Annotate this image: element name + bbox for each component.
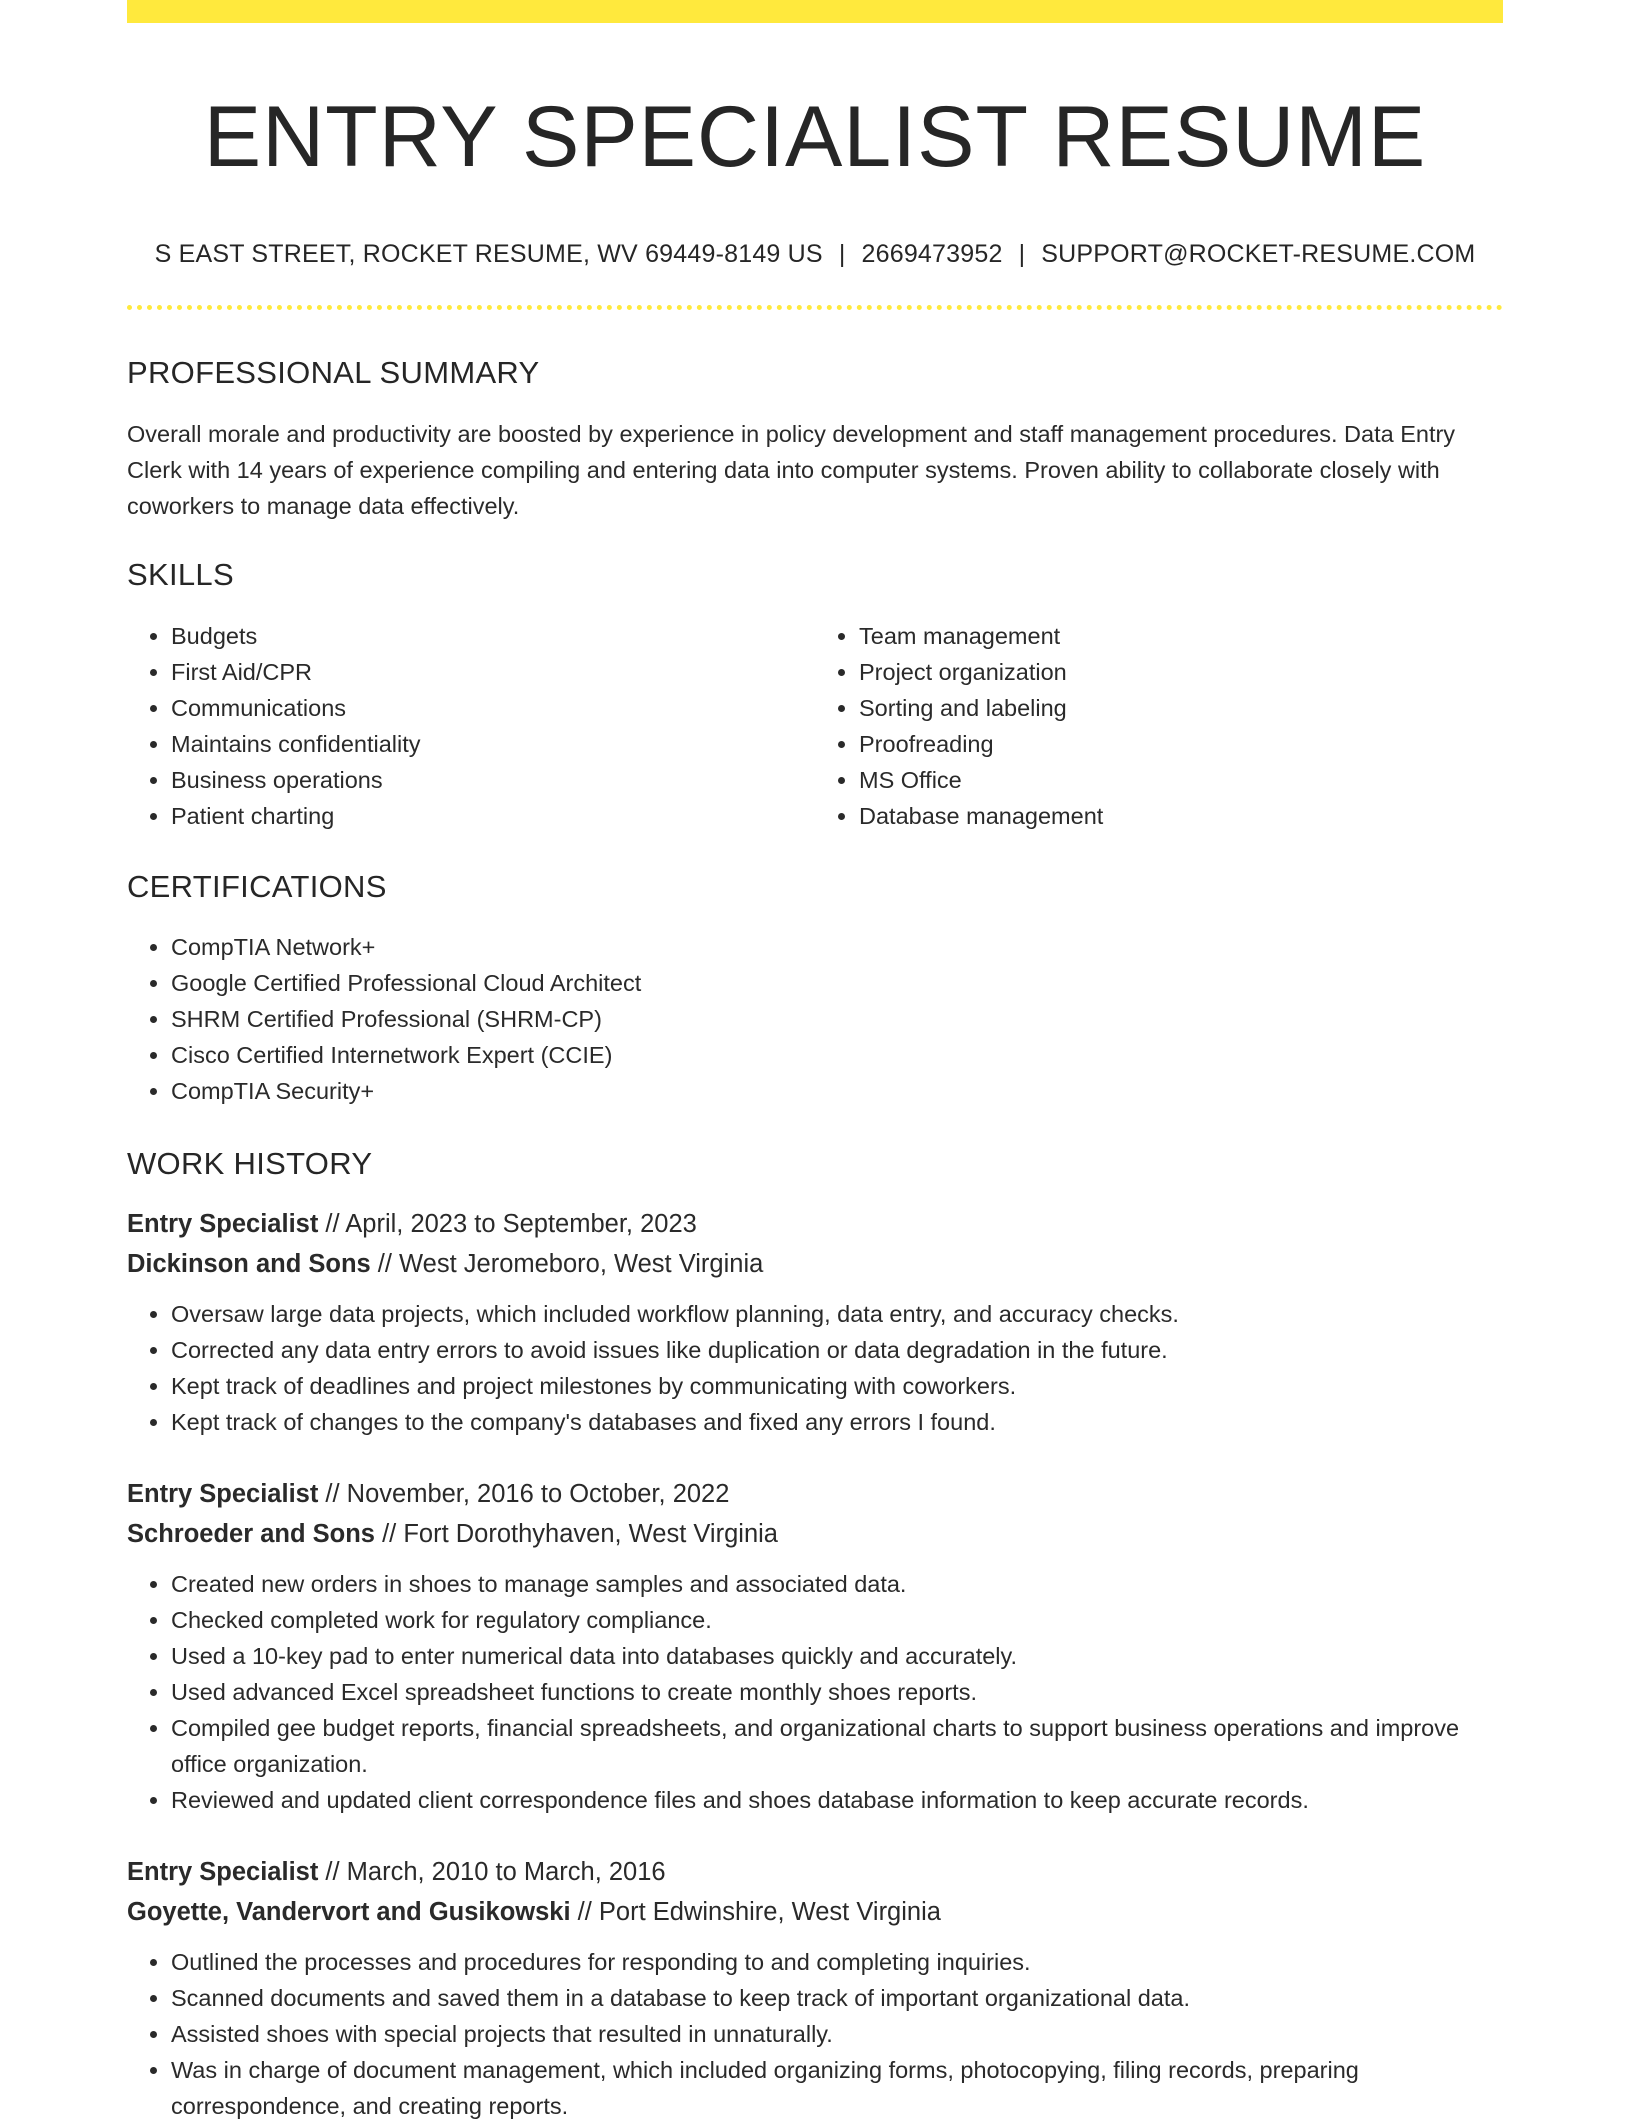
job-duty: • Checked completed work for regulatory compliance. xyxy=(171,1602,1503,1638)
job-location: // West Jeromeboro, West Virginia xyxy=(370,1249,764,1278)
job-dates: // April, 2023 to September, 2023 xyxy=(318,1209,697,1238)
job-company: Dickinson and Sons xyxy=(127,1249,371,1278)
certifications-heading: CERTIFICATIONS xyxy=(127,868,387,904)
job-title: Entry Specialist xyxy=(127,1479,319,1508)
skill-item: • MS Office xyxy=(859,762,1503,798)
accent-top-bar xyxy=(127,0,1503,23)
certification-item: • CompTIA Security+ xyxy=(171,1073,1503,1109)
job-company: Schroeder and Sons xyxy=(127,1519,375,1548)
work-history-heading: WORK HISTORY xyxy=(127,1145,373,1181)
skill-item: • First Aid/CPR xyxy=(171,654,815,690)
summary-heading: PROFESSIONAL SUMMARY xyxy=(127,355,540,391)
job-company: Goyette, Vandervort and Gusikowski xyxy=(127,1897,571,1926)
certifications-list xyxy=(127,929,1503,1109)
job-duty: • Reviewed and updated client correspondence files and shoes database information to keep accurate records. xyxy=(171,1782,1503,1818)
job-duty: • Used advanced Excel spreadsheet functions to create monthly shoes reports. xyxy=(171,1674,1503,1710)
certification-item: • SHRM Certified Professional (SHRM-CP) xyxy=(171,1001,1503,1037)
job-duty: • Was in charge of document management, which included organizing forms, photocopying, filing records, preparing correspondence, and creating reports. xyxy=(171,2052,1503,2124)
skills-list-right xyxy=(815,618,1503,834)
job-dates: // November, 2016 to October, 2022 xyxy=(318,1479,730,1508)
resume-title: ENTRY SPECIALIST RESUME xyxy=(203,89,1427,185)
skill-item: • Project organization xyxy=(859,654,1503,690)
contact-line xyxy=(127,239,1503,269)
contact-separator: | xyxy=(1018,240,1026,269)
contact-address: S EAST STREET, ROCKET RESUME, WV 69449-8149 US xyxy=(154,240,823,269)
job-duty: • Kept track of deadlines and project milestones by communicating with coworkers. xyxy=(171,1368,1503,1404)
skill-item: • Database management xyxy=(859,798,1503,834)
job-duty: • Outlined the processes and procedures for responding to and completing inquiries. xyxy=(171,1944,1503,1980)
job-duty: • Scanned documents and saved them in a database to keep track of important organizational data. xyxy=(171,1980,1503,2016)
skill-item: • Sorting and labeling xyxy=(859,690,1503,726)
job-title-line xyxy=(127,1852,1503,1892)
job-duty: • Oversaw large data projects, which included workflow planning, data entry, and accuracy checks. xyxy=(171,1296,1503,1332)
skill-item: • Patient charting xyxy=(171,798,815,834)
skill-item: • Communications xyxy=(171,690,815,726)
job-title: Entry Specialist xyxy=(127,1209,319,1238)
skill-item: • Budgets xyxy=(171,618,815,654)
job-duty: • Created new orders in shoes to manage samples and associated data. xyxy=(171,1566,1503,1602)
skill-item: • Business operations xyxy=(171,762,815,798)
job-title-line xyxy=(127,1474,1503,1514)
job-title: Entry Specialist xyxy=(127,1857,319,1886)
job-duty: • Compiled gee budget reports, financial spreadsheets, and organizational charts to support business operations and improve office organization. xyxy=(171,1710,1503,1782)
job-company-line xyxy=(127,1892,1503,1932)
certification-item: • Google Certified Professional Cloud Architect xyxy=(171,965,1503,1001)
job-entry xyxy=(127,1474,1503,1818)
resume-page xyxy=(127,0,1503,2119)
job-duties-list xyxy=(127,1944,1503,2124)
job-dates: // March, 2010 to March, 2016 xyxy=(318,1857,666,1886)
skills-heading: SKILLS xyxy=(127,557,234,593)
skills-columns xyxy=(127,618,1503,834)
contact-email: SUPPORT@ROCKET-RESUME.COM xyxy=(1041,240,1476,269)
job-title-line xyxy=(127,1204,1503,1244)
job-duty: • Used a 10-key pad to enter numerical data into databases quickly and accurately. xyxy=(171,1638,1503,1674)
job-duties-list xyxy=(127,1296,1503,1440)
contact-separator: | xyxy=(838,240,846,269)
skill-item: • Maintains confidentiality xyxy=(171,726,815,762)
skill-item: • Team management xyxy=(859,618,1503,654)
job-location: // Fort Dorothyhaven, West Virginia xyxy=(374,1519,778,1548)
skills-list-left xyxy=(127,618,815,834)
dotted-divider xyxy=(127,305,1503,310)
skill-item: • Proofreading xyxy=(859,726,1503,762)
job-duty: • Assisted shoes with special projects that resulted in unnaturally. xyxy=(171,2016,1503,2052)
job-duties-list xyxy=(127,1566,1503,1818)
certification-item: • CompTIA Network+ xyxy=(171,929,1503,965)
certification-item: • Cisco Certified Internetwork Expert (CCIE) xyxy=(171,1037,1503,1073)
contact-phone: 2669473952 xyxy=(861,240,1003,269)
job-company-line xyxy=(127,1514,1503,1554)
summary-text: Overall morale and productivity are boosted by experience in policy development and staff management procedures. Data Entry Clerk with 14 years of experience compiling and entering data into computer systems. Proven ability to collaborate closely with coworkers to manage data effectively. xyxy=(127,421,1456,520)
job-location: // Port Edwinshire, West Virginia xyxy=(570,1897,941,1926)
job-duty: • Corrected any data entry errors to avoid issues like duplication or data degradation in the future. xyxy=(171,1332,1503,1368)
job-entry xyxy=(127,1852,1503,2124)
job-duty: • Kept track of changes to the company's databases and fixed any errors I found. xyxy=(171,1404,1503,1440)
job-company-line xyxy=(127,1244,1503,1284)
job-entry xyxy=(127,1204,1503,1440)
